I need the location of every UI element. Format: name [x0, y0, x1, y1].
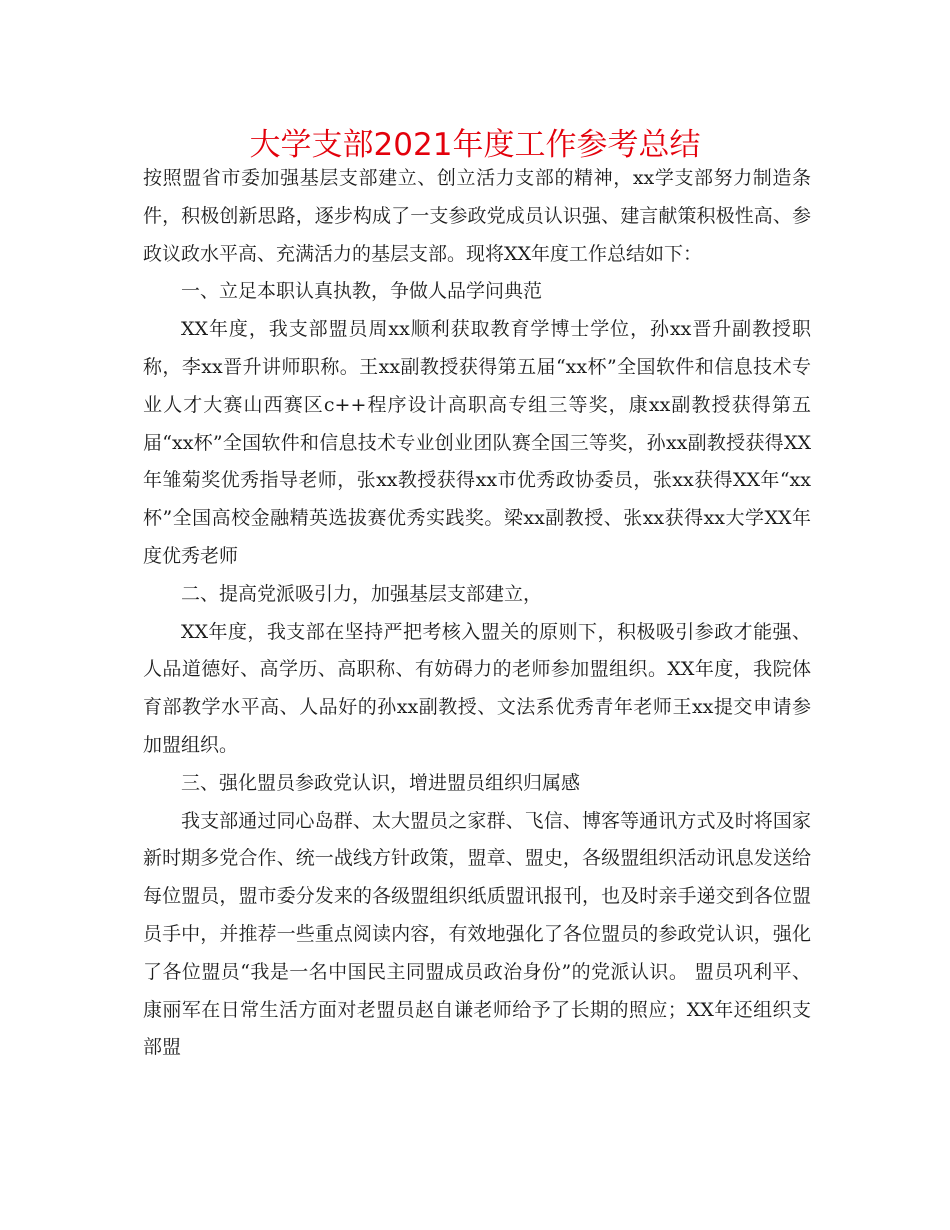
document-title: 大学支部2021年度工作参考总结 [249, 127, 701, 163]
section-paragraph-3: 我支部通过同心岛群、太大盟员之家群、飞信、博客等通讯方式及时将国家新时期多党合作、统一战线方针政策，盟章、盟史，各级盟组织活动讯息发送给每位盟员，盟市委分发来的各级盟组织纸质盟讯报刊，也及时亲手递交到各位盟员手中，并推荐一些重点阅读内容，有效地强化了各位盟员的参政党认识，强化了各位盟员“我是一名中国民主同盟成员政治身份”的党派认识。 盟员巩利平、康丽军在日常生活方面对老盟员赵自谦老师给予了长期的照应；XX年还组织支部盟 [143, 809, 811, 1059]
intro-paragraph: 按照盟省市委加强基层支部建立、创立活力支部的精神，xx学支部努力制造条件，积极创新思路，逐步构成了一支参政党成员认识强、建言献策积极性高、参政议政水平高、充满活力的基层支部。现将XX年度工作总结如下： [143, 167, 811, 265]
section-heading-1: 一、立足本职认真执教，争做人品学问典范 [181, 280, 543, 303]
section-heading-2: 二、提高党派吸引力，加强基层支部建立， [181, 582, 543, 605]
section-paragraph-2: XX年度，我支部在坚持严把考核入盟关的原则下，积极吸引参政才能强、人品道德好、高学历、高职称、有妨碍力的老师参加盟组织。XX年度，我院体育部教学水平高、人品好的孙xx副教授、文法系优秀青年老师王xx提交申请参加盟组织。 [143, 620, 811, 756]
section-paragraph-1: XX年度，我支部盟员周xx顺利获取教育学博士学位，孙xx晋升副教授职称，李xx晋升讲师职称。王xx副教授获得第五届“xx杯”全国软件和信息技术专业人才大赛山西赛区c++程序设计高职高专组三等奖，康xx副教授获得第五届“xx杯”全国软件和信息技术专业创业团队赛全国三等奖，孙xx副教授获得XX年雏菊奖优秀指导老师，张xx教授获得xx市优秀政协委员，张xx获得XX年“xx杯”全国高校金融精英选拔赛优秀实践奖。梁xx副教授、张xx获得xx大学XX年度优秀老师 [143, 318, 811, 567]
document-body [143, 160, 811, 1067]
section-heading-3: 三、强化盟员参政党认识，增进盟员组织归属感 [181, 771, 581, 794]
